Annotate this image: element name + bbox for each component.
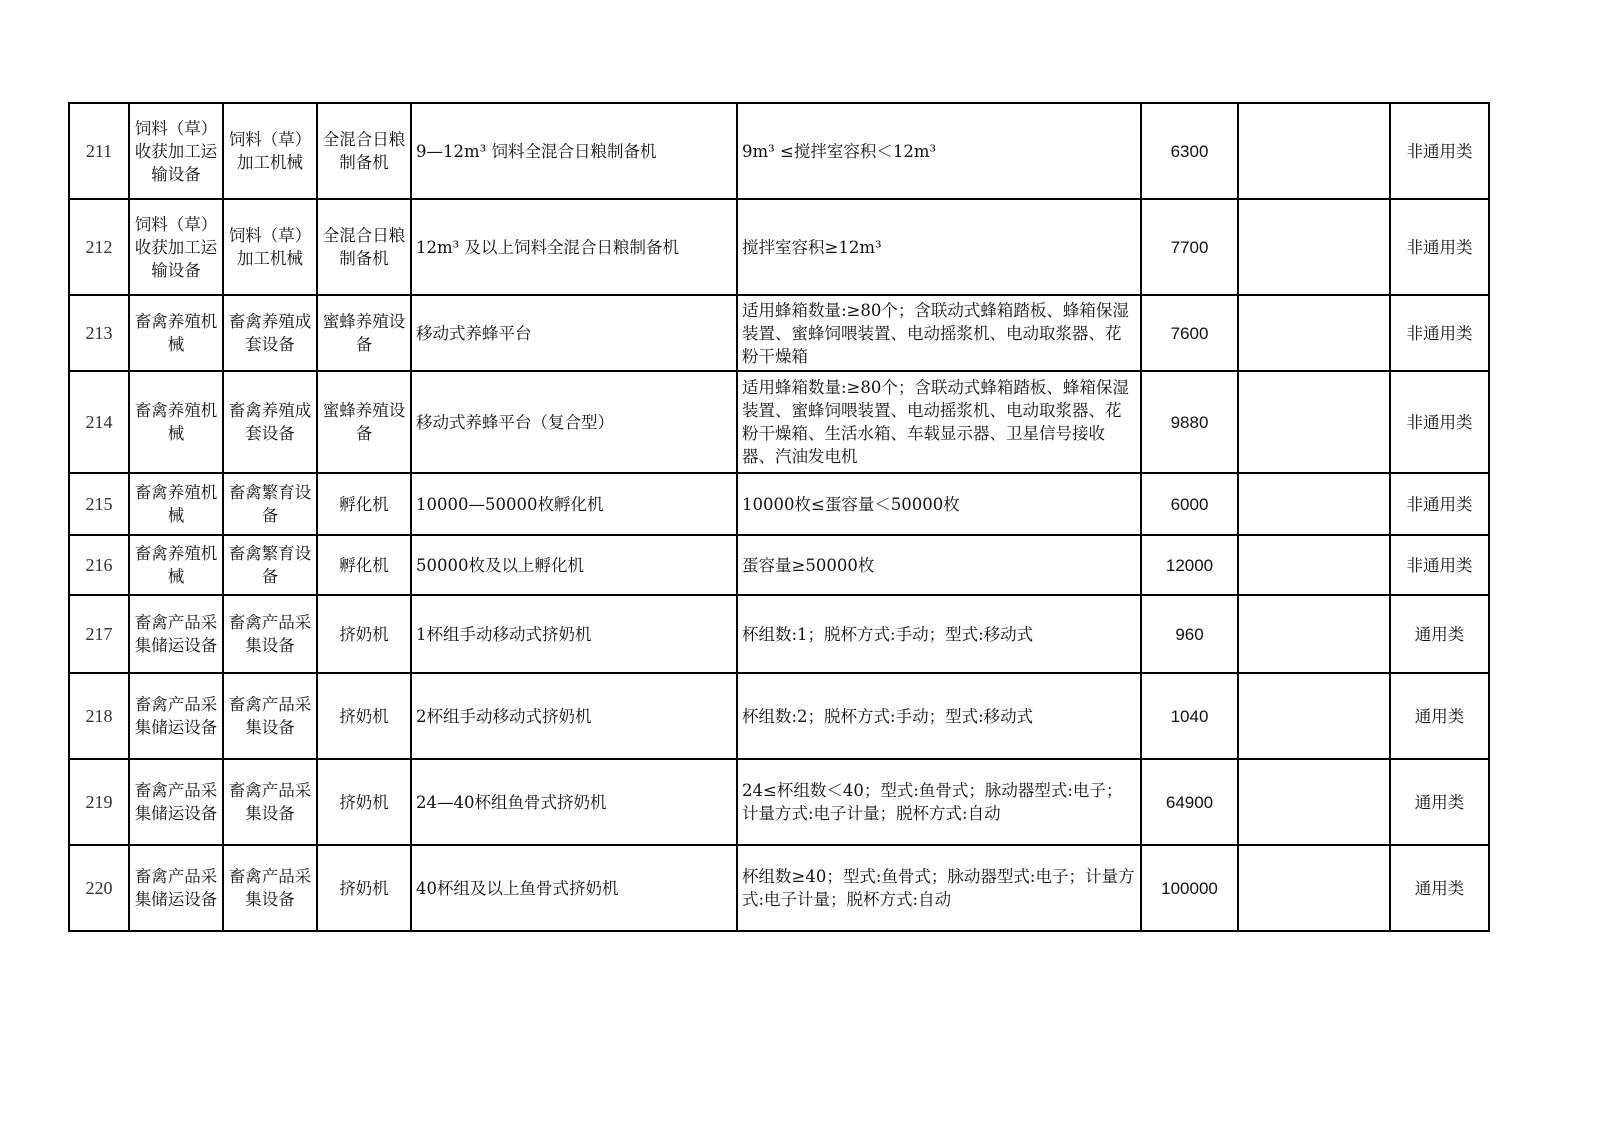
blank-cell [1238, 673, 1390, 759]
row-number: 217 [69, 595, 129, 673]
category-level3: 全混合日粮制备机 [317, 103, 411, 199]
row-number: 216 [69, 535, 129, 595]
blank-cell [1238, 845, 1390, 931]
spec-description: 适用蜂箱数量:≥80个；含联动式蜂箱踏板、蜂箱保湿装置、蜜蜂饲喂装置、电动摇浆机、电动取浆器、花粉干燥箱、生活水箱、车载显示器、卫星信号接收器、汽油发电机 [737, 371, 1141, 473]
subsidy-amount: 100000 [1141, 845, 1238, 931]
subsidy-amount: 64900 [1141, 759, 1238, 845]
spec-description: 蛋容量≥50000枚 [737, 535, 1141, 595]
category-level1: 畜禽产品采集储运设备 [129, 759, 223, 845]
item-name: 移动式养蜂平台 [411, 295, 737, 371]
category-level3: 全混合日粮制备机 [317, 199, 411, 295]
category-type: 通用类 [1390, 759, 1489, 845]
spec-description: 杯组数≥40；型式:鱼骨式；脉动器型式:电子；计量方式:电子计量；脱杯方式:自动 [737, 845, 1141, 931]
category-level2: 畜禽养殖成套设备 [223, 371, 317, 473]
table-row [69, 759, 1489, 845]
item-name: 40杯组及以上鱼骨式挤奶机 [411, 845, 737, 931]
category-type: 通用类 [1390, 673, 1489, 759]
subsidy-amount: 12000 [1141, 535, 1238, 595]
row-number: 219 [69, 759, 129, 845]
table-row [69, 103, 1489, 199]
category-type: 通用类 [1390, 845, 1489, 931]
table-row [69, 371, 1489, 473]
category-type: 非通用类 [1390, 473, 1489, 535]
category-level2: 畜禽繁育设备 [223, 535, 317, 595]
row-number: 211 [69, 103, 129, 199]
category-level1: 畜禽养殖机械 [129, 295, 223, 371]
item-name: 12m³ 及以上饲料全混合日粮制备机 [411, 199, 737, 295]
subsidy-amount: 9880 [1141, 371, 1238, 473]
subsidy-amount: 7700 [1141, 199, 1238, 295]
table-row [69, 595, 1489, 673]
category-type: 非通用类 [1390, 103, 1489, 199]
category-level1: 畜禽养殖机械 [129, 371, 223, 473]
spec-description: 杯组数:1；脱杯方式:手动；型式:移动式 [737, 595, 1141, 673]
category-level1: 畜禽产品采集储运设备 [129, 845, 223, 931]
category-level2: 畜禽产品采集设备 [223, 673, 317, 759]
category-level1: 畜禽产品采集储运设备 [129, 673, 223, 759]
table-row [69, 295, 1489, 371]
subsidy-table [68, 102, 1490, 932]
category-level3: 蜜蜂养殖设备 [317, 295, 411, 371]
blank-cell [1238, 759, 1390, 845]
category-level2: 畜禽养殖成套设备 [223, 295, 317, 371]
blank-cell [1238, 473, 1390, 535]
spec-description: 10000枚≤蛋容量＜50000枚 [737, 473, 1141, 535]
item-name: 50000枚及以上孵化机 [411, 535, 737, 595]
spec-description: 24≤杯组数＜40；型式:鱼骨式；脉动器型式:电子；计量方式:电子计量；脱杯方式:自动 [737, 759, 1141, 845]
category-level3: 孵化机 [317, 535, 411, 595]
category-type: 非通用类 [1390, 371, 1489, 473]
row-number: 218 [69, 673, 129, 759]
spec-description: 9m³ ≤搅拌室容积＜12m³ [737, 103, 1141, 199]
item-name: 2杯组手动移动式挤奶机 [411, 673, 737, 759]
table-row [69, 199, 1489, 295]
item-name: 9—12m³ 饲料全混合日粮制备机 [411, 103, 737, 199]
blank-cell [1238, 535, 1390, 595]
category-level2: 饲料（草）加工机械 [223, 199, 317, 295]
table-row [69, 473, 1489, 535]
category-level3: 挤奶机 [317, 595, 411, 673]
category-level3: 孵化机 [317, 473, 411, 535]
category-level1: 畜禽养殖机械 [129, 473, 223, 535]
category-level1: 饲料（草）收获加工运输设备 [129, 199, 223, 295]
category-type: 非通用类 [1390, 199, 1489, 295]
spec-description: 适用蜂箱数量:≥80个；含联动式蜂箱踏板、蜂箱保湿装置、蜜蜂饲喂装置、电动摇浆机、电动取浆器、花粉干燥箱 [737, 295, 1141, 371]
blank-cell [1238, 371, 1390, 473]
subsidy-amount: 1040 [1141, 673, 1238, 759]
blank-cell [1238, 595, 1390, 673]
category-level2: 畜禽产品采集设备 [223, 759, 317, 845]
blank-cell [1238, 295, 1390, 371]
spec-description: 搅拌室容积≥12m³ [737, 199, 1141, 295]
category-level3: 挤奶机 [317, 845, 411, 931]
category-type: 非通用类 [1390, 535, 1489, 595]
subsidy-amount: 960 [1141, 595, 1238, 673]
subsidy-amount: 6300 [1141, 103, 1238, 199]
category-level3: 挤奶机 [317, 673, 411, 759]
category-level1: 饲料（草）收获加工运输设备 [129, 103, 223, 199]
item-name: 10000—50000枚孵化机 [411, 473, 737, 535]
category-level2: 畜禽繁育设备 [223, 473, 317, 535]
category-level1: 畜禽养殖机械 [129, 535, 223, 595]
subsidy-amount: 7600 [1141, 295, 1238, 371]
item-name: 1杯组手动移动式挤奶机 [411, 595, 737, 673]
row-number: 215 [69, 473, 129, 535]
blank-cell [1238, 103, 1390, 199]
blank-cell [1238, 199, 1390, 295]
row-number: 214 [69, 371, 129, 473]
row-number: 212 [69, 199, 129, 295]
row-number: 213 [69, 295, 129, 371]
category-level2: 饲料（草）加工机械 [223, 103, 317, 199]
category-level2: 畜禽产品采集设备 [223, 845, 317, 931]
table-row [69, 535, 1489, 595]
table-row [69, 673, 1489, 759]
category-level3: 挤奶机 [317, 759, 411, 845]
subsidy-amount: 6000 [1141, 473, 1238, 535]
category-level1: 畜禽产品采集储运设备 [129, 595, 223, 673]
item-name: 24—40杯组鱼骨式挤奶机 [411, 759, 737, 845]
spec-description: 杯组数:2；脱杯方式:手动；型式:移动式 [737, 673, 1141, 759]
category-type: 通用类 [1390, 595, 1489, 673]
category-level3: 蜜蜂养殖设备 [317, 371, 411, 473]
category-level2: 畜禽产品采集设备 [223, 595, 317, 673]
subsidy-table-sheet [68, 102, 1490, 932]
row-number: 220 [69, 845, 129, 931]
category-type: 非通用类 [1390, 295, 1489, 371]
item-name: 移动式养蜂平台（复合型） [411, 371, 737, 473]
table-row [69, 845, 1489, 931]
